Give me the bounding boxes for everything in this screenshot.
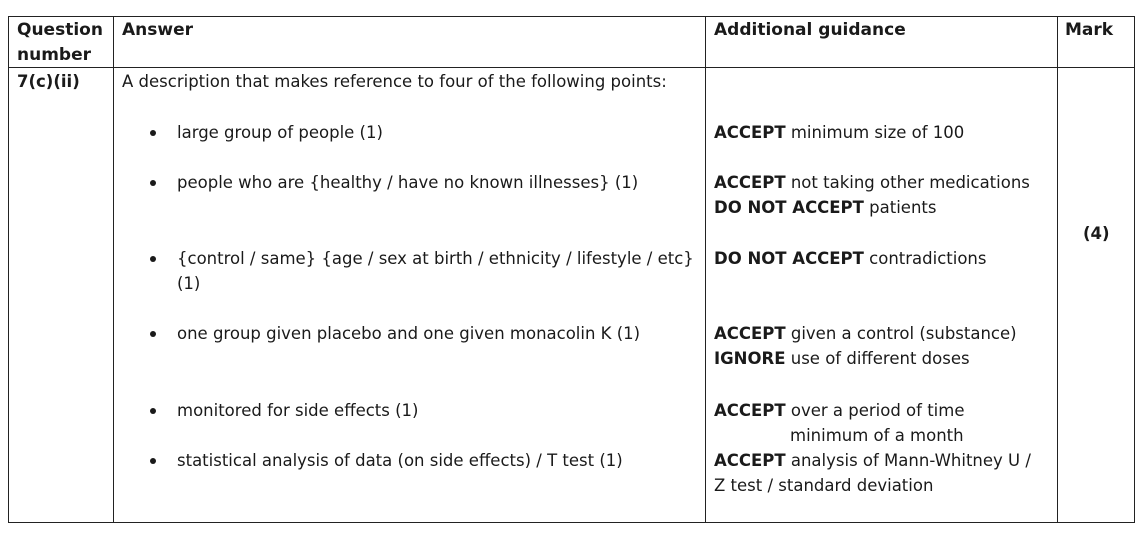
answer-point-5: monitored for side effects (1) <box>177 401 419 420</box>
table-border-bottom <box>8 522 1134 523</box>
header-mark: Mark <box>1065 20 1114 40</box>
bullet-point-5 <box>150 408 156 414</box>
guidance-line-10: Z test / standard deviation <box>714 476 934 495</box>
bullet-point-3 <box>150 256 156 262</box>
guidance-line-4: DO NOT ACCEPT contradictions <box>714 249 987 268</box>
table-border-left <box>8 16 9 523</box>
answer-point-3: {control / same} {age / sex at birth / ethnicity / lifestyle / etc} (1) <box>177 249 694 293</box>
answer-intro: A description that makes reference to four of the following points: <box>122 72 667 91</box>
column-divider-3 <box>1057 16 1058 523</box>
answer-point-6: statistical analysis of data (on side effects) / T test (1) <box>177 451 623 470</box>
guidance-line-7: ACCEPT over a period of time <box>714 401 965 420</box>
question-number: 7(c)(ii) <box>17 72 80 91</box>
bullet-point-2 <box>150 180 156 186</box>
guidance-line-3: DO NOT ACCEPT patients <box>714 198 937 217</box>
header-question-number: Question number <box>17 20 103 65</box>
column-divider-1 <box>113 16 114 523</box>
header-additional-guidance: Additional guidance <box>714 20 906 40</box>
header-row-divider <box>8 67 1134 68</box>
answer-point-1: large group of people (1) <box>177 123 383 142</box>
answer-point-2: people who are {healthy / have no known illnesses} (1) <box>177 173 639 192</box>
column-divider-2 <box>705 16 706 523</box>
guidance-line-8: minimum of a month <box>790 426 964 445</box>
bullet-point-4 <box>150 331 156 337</box>
guidance-line-2: ACCEPT not taking other medications <box>714 173 1030 192</box>
table-border-top <box>8 16 1134 17</box>
guidance-line-1: ACCEPT minimum size of 100 <box>714 123 965 142</box>
guidance-line-6: IGNORE use of different doses <box>714 349 970 368</box>
bullet-point-6 <box>150 458 156 464</box>
answer-point-4: one group given placebo and one given monacolin K (1) <box>177 324 641 343</box>
guidance-line-5: ACCEPT given a control (substance) <box>714 324 1017 343</box>
mark-value: (4) <box>1083 224 1110 243</box>
header-answer: Answer <box>122 20 193 40</box>
guidance-line-9: ACCEPT analysis of Mann-Whitney U / <box>714 451 1031 470</box>
bullet-point-1 <box>150 130 156 136</box>
table-border-right <box>1134 16 1135 523</box>
